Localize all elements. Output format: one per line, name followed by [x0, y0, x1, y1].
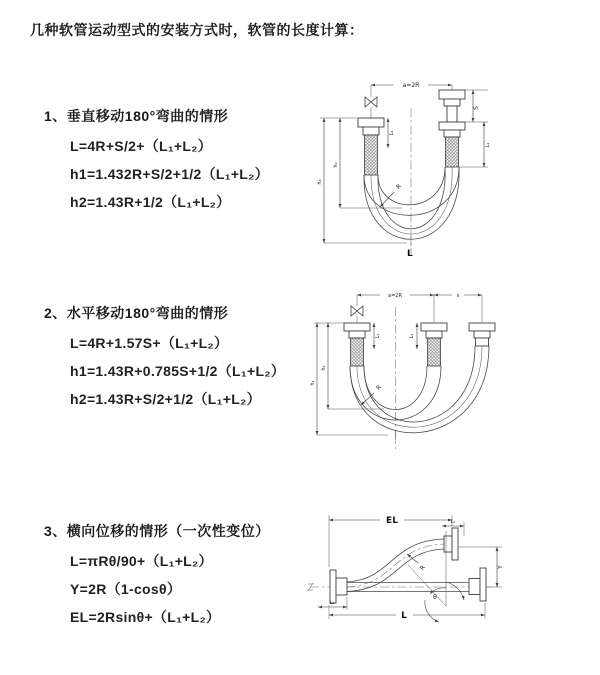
section-2: [44, 303, 314, 413]
dim-label-y: Y: [497, 565, 504, 569]
dim-radius: [361, 384, 383, 405]
section-1-formula-L: L=4R+S/2+（L₁+L₂）: [70, 138, 213, 154]
section-2-formula-h1: h1=1.43R+0.785S+1/2（L₁+L₂）: [70, 363, 286, 379]
diagram-horizontal-180-bend: [306, 283, 594, 458]
right-fitting: [439, 85, 465, 167]
diagram-lateral-displacement: [296, 503, 596, 648]
dim-label-l1-left: L₁: [389, 130, 395, 136]
dim-label-h1: h₁: [317, 179, 323, 185]
section-2-formula-L: L=4R+1.57S+（L₁+L₂）: [70, 335, 229, 351]
braided-hose-section: [428, 338, 441, 366]
section-2-formula-h2: h2=1.43R+S/2+1/2（L₁+L₂）: [70, 391, 261, 407]
middle-fitting: [421, 295, 447, 366]
dim-label-el: EL: [386, 516, 398, 526]
dim-label-l1-bottom: L₁: [329, 600, 335, 606]
dim-label-a2r: a=2R: [388, 293, 402, 299]
dim-l1-left: [388, 118, 395, 148]
dim-length: [329, 603, 485, 621]
section-1-formula-h1: h1=1.432R+S/2+1/2（L₁+L₂）: [70, 166, 269, 182]
dim-left: [310, 323, 388, 435]
dim-label-r: R: [418, 564, 427, 572]
braided-hose-section: [365, 135, 378, 175]
dim-span-a2r: [371, 82, 452, 89]
dim-l1-left: [374, 323, 381, 349]
section-3-formula-EL: EL=2Rsinθ+（L₁+L₂）: [70, 609, 221, 625]
dim-label-r: R: [375, 383, 383, 392]
section-1-heading: 1、垂直移动180°弯曲的情形: [44, 108, 229, 124]
right-fitting-original: [469, 568, 486, 601]
dim-el: [329, 515, 452, 567]
dim-span: [357, 293, 482, 299]
dim-label-s: S: [473, 106, 480, 110]
dim-label-h2: h₂: [333, 162, 339, 168]
hose-u-bends: [350, 346, 489, 433]
section-1-formula-h2: h2=1.43R+1/2（L₁+L₂）: [70, 194, 231, 210]
dim-label-l1-mid: L₁: [409, 333, 415, 339]
braided-hose-section: [446, 137, 459, 167]
dim-label-l1-right: L₁: [485, 142, 491, 148]
dim-label-h1: h₁: [310, 380, 316, 386]
dim-l1-mid: [409, 323, 417, 349]
dim-label-h2: h₂: [321, 365, 327, 371]
dim-label-l1-left: L₁: [375, 333, 381, 339]
valve-icon: [351, 306, 363, 316]
dim-label-l: L: [401, 611, 407, 621]
section-3-formula-Y: Y=2R（1-cosθ）: [70, 581, 182, 597]
diagram-vertical-180-bend: [310, 70, 582, 258]
dim-label-a2r: a=2R: [402, 82, 420, 89]
dim-label-s: s: [456, 293, 460, 299]
dim-radius: [407, 554, 427, 572]
left-fitting: [330, 570, 347, 603]
left-fitting: [344, 295, 370, 366]
hose-u-bends: [364, 167, 459, 239]
dim-label-theta: θ: [433, 594, 437, 601]
left-fitting: [358, 85, 384, 175]
section-3-formula-L: L=πRθ/90+（L₁+L₂）: [70, 553, 213, 569]
page-title: 几种软管运动型式的安装方式时，软管的长度计算：: [30, 22, 364, 38]
braided-hose-section: [351, 338, 364, 366]
section-1: [44, 106, 314, 216]
dim-left: [317, 118, 407, 243]
section-3-heading: 3、横向位移的情形（一次性变位）: [44, 523, 270, 539]
valve-icon: [365, 97, 377, 107]
section-2-heading: 2、水平移动180°弯曲的情形: [44, 305, 229, 321]
hose-s-curve: [347, 539, 444, 592]
dim-label-l1-top: L₁: [450, 519, 456, 525]
section-3: [44, 521, 314, 631]
right-fitting: [469, 295, 495, 346]
dim-label-l: L: [407, 249, 413, 259]
dim-label-r: R: [395, 182, 403, 191]
